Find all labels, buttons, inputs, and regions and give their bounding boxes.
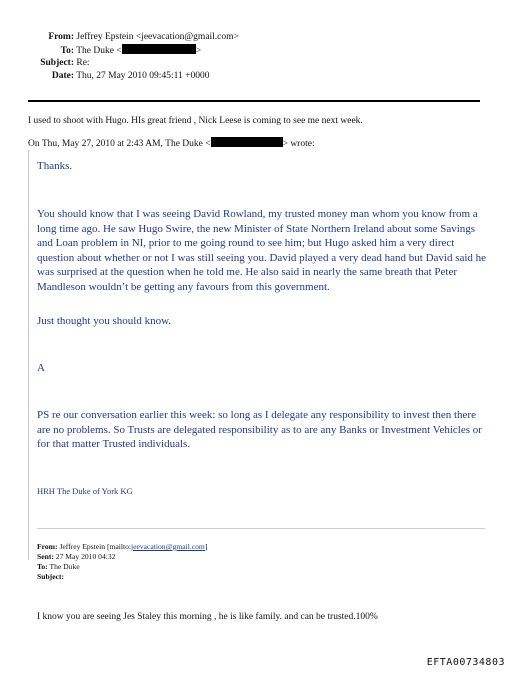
reply-text: I used to shoot with Hugo. HIs great friend , Nick Leese is coming to see me next week. (28, 116, 363, 126)
quoted-paragraph-2: You should know that I was seeing David Rowland, my trusted money man whom you know from a long time ago. He saw Hugo Swire, the new Minister of State Northern Ireland about some Savings and Loan problem in NI, prior to me going round to see him; but Hugo asked him a very direct question about whether or not I was still seeing you. David played a very dead hand but David said he was surprised at the question when he told me. He also said in nearly the same breath that Peter Mandleson wouldn’t be getting any favours from this government. (37, 208, 487, 293)
redaction-box (122, 44, 196, 54)
forward-sent-row (37, 552, 115, 562)
to-value-suffix: > (195, 46, 202, 56)
forward-from-label: From: (37, 542, 58, 551)
quoted-paragraph-4: A (37, 362, 45, 374)
signature: HRH The Duke of York KG (37, 486, 133, 496)
header-from-row (0, 31, 250, 44)
quoted-paragraph-3: Just thought you should know. (37, 315, 172, 327)
to-value-prefix: The Duke < (76, 46, 122, 56)
forward-to-value: The Duke (49, 562, 80, 571)
forward-from-suffix: ] (204, 542, 208, 551)
header-date-row (0, 70, 250, 83)
forward-divider (37, 528, 485, 529)
to-label: To: (60, 46, 74, 56)
quoted-paragraph-1: Thanks. (37, 160, 73, 172)
forward-from-prefix: Jeffrey Epstein [mailto: (59, 542, 131, 551)
bates-number: EFTA00734803 (426, 657, 505, 668)
forward-to-row (37, 562, 80, 572)
forward-email-link[interactable]: jeevacation@gmail.com (131, 542, 205, 551)
from-label: From: (48, 32, 74, 42)
from-value: Jeffrey Epstein <jeevacation@gmail.com> (76, 32, 239, 42)
forward-sent-value: 27 May 2010 04:32 (55, 552, 116, 561)
forward-sent-label: Sent: (37, 552, 54, 561)
quote-intro-prefix: On Thu, May 27, 2010 at 2:43 AM, The Duke < (28, 139, 211, 149)
redaction-box (211, 137, 283, 147)
forward-to-label: To: (37, 562, 48, 571)
forwarded-body: I know you are seeing Jes Staley this morning , he is like family. and can be trusted.100% (37, 612, 378, 622)
subject-label: Subject: (40, 58, 74, 68)
header-subject-row (0, 57, 250, 70)
subject-value: Re: (76, 58, 90, 68)
header-to-row (0, 44, 250, 58)
forward-subject-label: Subject: (37, 572, 64, 581)
date-label: Date: (51, 71, 74, 81)
date-value: Thu, 27 May 2010 09:45:11 +0000 (76, 71, 210, 81)
quote-bar (28, 150, 29, 560)
header-divider (28, 100, 480, 102)
quote-intro-suffix: > wrote: (282, 139, 315, 149)
quote-intro (28, 137, 315, 151)
forward-subject-row (37, 572, 64, 582)
quoted-paragraph-5: PS re our conversation earlier this week: so long as I delegate any responsibility to invest then there are no problems. So Trusts are delegated responsibility as to are any Banks or Investment Vehicles or for that matter Trusted individuals. (37, 409, 482, 450)
forward-from-row (37, 542, 207, 552)
